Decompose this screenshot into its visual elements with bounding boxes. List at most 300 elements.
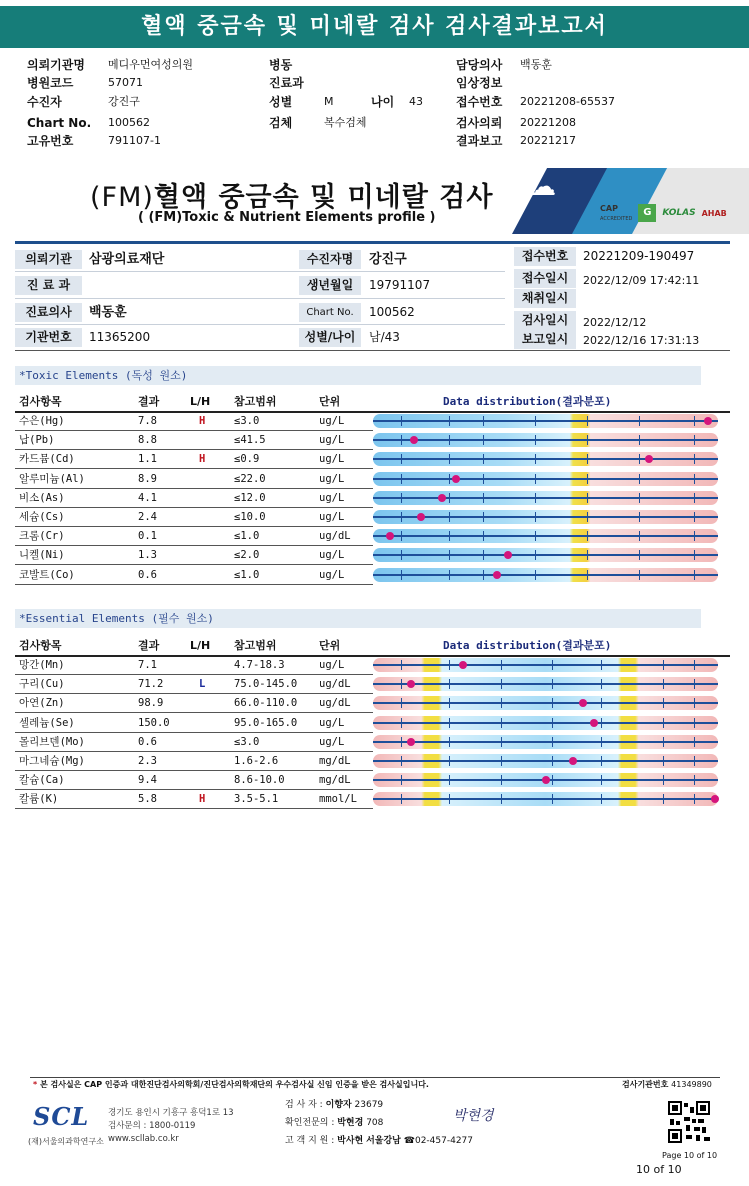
support-name: 박사현	[337, 1136, 364, 1146]
cloud-icon: ☁	[530, 172, 556, 202]
distribution-tick	[401, 737, 402, 747]
cell-lh: H	[199, 453, 206, 466]
header-label: 병원코드	[27, 76, 74, 90]
divider	[15, 241, 730, 244]
distribution-tick	[401, 679, 402, 689]
toxic-table-header	[15, 392, 730, 411]
cell-unit: ug/L	[319, 453, 345, 466]
cell-item: 납(Pb)	[19, 434, 55, 447]
cell-result: 8.8	[138, 434, 157, 447]
result-marker	[438, 494, 446, 502]
result-marker	[407, 738, 415, 746]
header-value: 복수검체	[324, 116, 367, 129]
info-label: 생년월일	[299, 276, 361, 295]
cell-unit: ug/L	[319, 735, 345, 748]
distribution-tick	[535, 474, 536, 484]
cell-unit: ug/dL	[319, 678, 351, 691]
cell-ref: ≤12.0	[234, 491, 266, 504]
lab-certification-icon: G	[638, 204, 656, 222]
result-marker	[410, 436, 418, 444]
header-label: 담당의사	[456, 58, 503, 72]
distribution-tick	[639, 531, 640, 541]
distribution-tick	[694, 493, 695, 503]
result-marker	[569, 757, 577, 765]
col-item: 검사항목	[19, 395, 62, 408]
distribution-tick	[639, 435, 640, 445]
distribution-tick	[663, 737, 664, 747]
distribution-bar	[373, 773, 718, 787]
col-unit: 단위	[319, 639, 341, 652]
cell-item: 아연(Zn)	[19, 697, 65, 710]
distribution-tick	[639, 570, 640, 580]
header-label: 의뢰기관명	[27, 58, 85, 72]
distribution-tick	[639, 416, 640, 426]
scl-logo: SCL	[33, 1102, 90, 1131]
cell-item: 칼륨(K)	[19, 793, 59, 806]
distribution-tick	[401, 794, 402, 804]
distribution-tick	[601, 737, 602, 747]
distribution-tick	[449, 718, 450, 728]
col-item: 검사항목	[19, 639, 62, 652]
distribution-axis	[373, 664, 718, 666]
distribution-tick	[552, 660, 553, 670]
age-label: 나이	[371, 95, 395, 109]
distribution-tick	[401, 660, 402, 670]
doctor-name: 백동훈	[89, 305, 127, 320]
distribution-tick	[449, 737, 450, 747]
cell-item: 카드뮴(Cd)	[19, 453, 75, 466]
header-label: 진료과	[269, 76, 304, 90]
distribution-axis	[373, 798, 718, 800]
header-label: 성별	[269, 95, 293, 109]
cell-unit: mg/dL	[319, 755, 351, 767]
distribution-tick	[535, 435, 536, 445]
header-label: 결과보고	[456, 134, 503, 148]
result-marker	[493, 571, 501, 579]
distribution-tick	[663, 794, 664, 804]
cell-ref: ≤2.0	[234, 549, 260, 562]
distribution-tick	[663, 775, 664, 785]
distribution-tick	[501, 794, 502, 804]
cell-lh: L	[199, 678, 206, 691]
distribution-tick	[552, 775, 553, 785]
col-result: 결과	[138, 395, 160, 408]
distribution-bar	[373, 792, 718, 806]
header-label: 고유번호	[27, 134, 74, 148]
distribution-bar	[373, 529, 718, 543]
distribution-tick	[601, 660, 602, 670]
info-label: 진 료 과	[15, 276, 82, 295]
cell-result: 0.6	[138, 568, 157, 581]
header-value: 20221208-65537	[520, 95, 615, 108]
cell-item: 코발트(Co)	[19, 568, 75, 581]
cell-unit: mg/dL	[319, 774, 351, 787]
distribution-bar	[373, 472, 718, 486]
cell-item: 구리(Cu)	[19, 678, 65, 691]
distribution-tick	[663, 756, 664, 766]
result-marker	[590, 719, 598, 727]
distribution-tick	[601, 679, 602, 689]
cell-ref: ≤3.0	[234, 415, 260, 427]
result-marker	[645, 455, 653, 463]
cell-item: 비소(As)	[19, 491, 65, 504]
distribution-bar	[373, 491, 718, 505]
cell-result: 0.1	[138, 530, 157, 543]
info-label: 수진자명	[299, 250, 361, 269]
cell-unit: mmol/L	[319, 793, 357, 806]
distribution-axis	[373, 458, 718, 460]
header-label: 검사의뢰	[456, 116, 503, 130]
distribution-tick	[535, 550, 536, 560]
cell-item: 망간(Mn)	[19, 659, 65, 671]
distribution-tick	[694, 570, 695, 580]
cell-result: 9.4	[138, 774, 157, 787]
distribution-tick	[483, 531, 484, 541]
distribution-axis	[373, 554, 718, 556]
sex-age: 남/43	[369, 330, 400, 344]
cell-ref: ≤1.0	[234, 530, 260, 543]
specialist-name: 박현경	[337, 1118, 364, 1128]
header-value: 메디우먼여성의원	[108, 58, 194, 71]
distribution-bar	[373, 696, 718, 710]
distribution-tick	[587, 512, 588, 522]
info-label: 의뢰기관	[15, 250, 82, 269]
col-ref: 참고범위	[234, 639, 277, 652]
distribution-bar	[373, 510, 718, 524]
distribution-axis	[373, 722, 718, 724]
distribution-tick	[449, 756, 450, 766]
distribution-tick	[401, 493, 402, 503]
info-label: Chart No.	[299, 303, 361, 322]
distribution-tick	[639, 454, 640, 464]
header-label: 수진자	[27, 95, 62, 109]
distribution-tick	[552, 679, 553, 689]
birth-date: 19791107	[369, 278, 431, 292]
distribution-axis	[373, 420, 718, 422]
distribution-bar	[373, 677, 718, 691]
receipt-datetime: 2022/12/09 17:42:11	[583, 274, 700, 287]
distribution-tick	[694, 794, 695, 804]
header-label: 접수번호	[456, 95, 503, 109]
cell-ref: ≤3.0	[234, 735, 260, 748]
distribution-tick	[501, 737, 502, 747]
distribution-tick	[601, 756, 602, 766]
distribution-tick	[535, 570, 536, 580]
cell-item: 니켈(Ni)	[19, 549, 65, 562]
cell-unit: ug/L	[319, 434, 345, 447]
cell-result: 1.3	[138, 549, 157, 562]
distribution-tick	[587, 454, 588, 464]
distribution-tick	[587, 416, 588, 426]
header-label: 병동	[269, 58, 293, 72]
distribution-tick	[501, 718, 502, 728]
distribution-axis	[373, 702, 718, 704]
distribution-tick	[552, 794, 553, 804]
essential-table-header	[15, 636, 730, 655]
distribution-tick	[449, 660, 450, 670]
distribution-tick	[401, 756, 402, 766]
cell-result: 71.2	[138, 678, 164, 691]
cell-item: 셀레늄(Se)	[19, 716, 75, 729]
cell-item: 마그네슘(Mg)	[19, 755, 85, 767]
qr-code	[668, 1101, 710, 1143]
cell-unit: ug/L	[319, 568, 345, 581]
distribution-tick	[552, 756, 553, 766]
distribution-tick	[601, 698, 602, 708]
cell-item: 몰리브덴(Mo)	[19, 735, 85, 748]
distribution-bar	[373, 433, 718, 447]
distribution-tick	[694, 474, 695, 484]
distribution-tick	[639, 474, 640, 484]
distribution-tick	[401, 718, 402, 728]
cell-ref: 3.5-5.1	[234, 793, 279, 806]
result-marker	[704, 417, 712, 425]
header-value: 20221208	[520, 116, 576, 129]
distribution-tick	[694, 660, 695, 670]
result-marker	[452, 475, 460, 483]
distribution-tick	[587, 550, 588, 560]
distribution-tick	[449, 775, 450, 785]
result-marker	[459, 661, 467, 669]
result-marker	[542, 776, 550, 784]
chart-number: 100562	[369, 305, 415, 319]
report-subtitle: ( (FM)Toxic & Nutrient Elements profile )	[138, 210, 436, 225]
cell-unit: ug/L	[319, 511, 345, 523]
result-marker	[579, 699, 587, 707]
distribution-tick	[483, 570, 484, 580]
distribution-tick	[535, 512, 536, 522]
cell-result: 4.1	[138, 491, 157, 504]
institution-number: 11365200	[89, 330, 151, 344]
distribution-tick	[587, 474, 588, 484]
distribution-tick	[449, 698, 450, 708]
distribution-tick	[663, 718, 664, 728]
distribution-bar	[373, 658, 718, 672]
page-number: 10 of 10	[636, 1163, 682, 1176]
info-label: 보고일시	[514, 330, 576, 349]
distribution-tick	[694, 679, 695, 689]
ahab-logo: AHAB	[701, 208, 727, 218]
cell-ref: ≤22.0	[234, 472, 266, 485]
cell-ref: ≤0.9	[234, 453, 260, 466]
cell-unit: ug/L	[319, 659, 345, 671]
signature: 박현경	[453, 1108, 494, 1124]
cell-unit: ug/L	[319, 415, 345, 427]
website-link[interactable]: www.scllab.co.kr	[108, 1134, 179, 1144]
certification-logos	[600, 202, 740, 224]
header-value: 강진구	[108, 95, 140, 108]
distribution-tick	[449, 474, 450, 484]
distribution-tick	[694, 531, 695, 541]
cell-unit: ug/L	[319, 472, 345, 485]
exam-date: 2022/12/12	[583, 316, 647, 329]
accreditation-note: * 본 검사실은 CAP 인증과 대한진단검사의학회/진단검사의학재단의 우수검사실 신임 인증을 받은 검사실입니다.	[33, 1080, 429, 1089]
distribution-tick	[694, 435, 695, 445]
result-marker	[417, 513, 425, 521]
distribution-bar	[373, 452, 718, 466]
result-marker	[711, 795, 719, 803]
distribution-tick	[449, 512, 450, 522]
scl-contact	[108, 1107, 234, 1146]
info-label: 성별/나이	[299, 328, 361, 347]
kolas-logo: KOLAS	[662, 208, 696, 218]
cell-item: 수은(Hg)	[19, 415, 65, 427]
distribution-tick	[694, 512, 695, 522]
result-marker	[386, 532, 394, 540]
cell-ref: ≤41.5	[234, 434, 266, 447]
distribution-tick	[449, 570, 450, 580]
distribution-tick	[535, 416, 536, 426]
distribution-bar	[373, 414, 718, 428]
distribution-tick	[401, 435, 402, 445]
distribution-tick	[483, 416, 484, 426]
distribution-tick	[483, 435, 484, 445]
distribution-tick	[694, 550, 695, 560]
header-value: 791107-1	[108, 134, 161, 147]
distribution-tick	[401, 531, 402, 541]
cell-ref: 66.0-110.0	[234, 697, 298, 710]
distribution-tick	[401, 775, 402, 785]
cell-lh: H	[199, 415, 206, 427]
cell-result: 98.9	[138, 697, 164, 710]
distribution-tick	[601, 718, 602, 728]
col-lh: L/H	[190, 639, 211, 652]
col-result: 결과	[138, 639, 160, 652]
header-value: M	[324, 95, 334, 108]
cell-ref: 4.7-18.3	[234, 659, 285, 671]
cell-item: 크롬(Cr)	[19, 530, 65, 543]
distribution-tick	[694, 416, 695, 426]
distribution-tick	[501, 698, 502, 708]
essential-section-title: *Essential Elements (필수 원소)	[15, 609, 701, 628]
hospital-name: 삼광의료재단	[89, 252, 165, 267]
cell-ref: ≤10.0	[234, 511, 266, 523]
cell-result: 2.3	[138, 755, 157, 767]
info-label: 채취일시	[514, 289, 576, 308]
distribution-axis	[373, 497, 718, 499]
header-value: 100562	[108, 116, 150, 129]
info-label: 검사일시	[514, 311, 576, 330]
lab-code: 검사기관번호 41349890	[622, 1080, 712, 1089]
distribution-tick	[601, 794, 602, 804]
distribution-axis	[373, 439, 718, 441]
cell-result: 2.4	[138, 511, 157, 523]
distribution-tick	[401, 474, 402, 484]
distribution-tick	[449, 531, 450, 541]
distribution-tick	[449, 493, 450, 503]
row-divider	[15, 584, 373, 585]
cell-result: 7.8	[138, 415, 157, 427]
distribution-tick	[552, 698, 553, 708]
cell-unit: ug/L	[319, 491, 345, 504]
distribution-tick	[483, 474, 484, 484]
distribution-tick	[587, 493, 588, 503]
distribution-tick	[694, 454, 695, 464]
cell-unit: ug/L	[319, 716, 345, 729]
distribution-tick	[663, 679, 664, 689]
distribution-tick	[401, 698, 402, 708]
info-label: 접수번호	[514, 247, 576, 266]
distribution-bar	[373, 716, 718, 730]
cell-result: 0.6	[138, 735, 157, 748]
distribution-tick	[587, 435, 588, 445]
distribution-bar	[373, 548, 718, 562]
patient-name: 강진구	[369, 252, 407, 267]
distribution-axis	[373, 478, 718, 480]
distribution-tick	[694, 737, 695, 747]
distribution-tick	[535, 454, 536, 464]
distribution-tick	[401, 512, 402, 522]
report-title-prefix: (FM)	[90, 182, 154, 213]
inquiry-phone: 검사문의 : 1800-0119	[108, 1121, 196, 1131]
distribution-tick	[639, 493, 640, 503]
distribution-axis	[373, 683, 718, 685]
distribution-bar	[373, 568, 718, 582]
result-marker	[504, 551, 512, 559]
cell-unit: ug/dL	[319, 530, 351, 543]
distribution-tick	[449, 435, 450, 445]
distribution-tick	[449, 550, 450, 560]
cell-result: 150.0	[138, 716, 170, 729]
cell-ref: 8.6-10.0	[234, 774, 285, 787]
cell-result: 1.1	[138, 453, 157, 466]
distribution-tick	[639, 512, 640, 522]
distribution-tick	[639, 550, 640, 560]
distribution-tick	[694, 718, 695, 728]
distribution-tick	[401, 550, 402, 560]
distribution-tick	[501, 775, 502, 785]
cell-result: 8.9	[138, 472, 157, 485]
cell-item: 세슘(Cs)	[19, 511, 65, 523]
address: 경기도 용인시 기흥구 흥덕1로 13	[108, 1108, 234, 1118]
distribution-tick	[449, 416, 450, 426]
cell-ref: ≤1.0	[234, 568, 260, 581]
distribution-bar	[373, 735, 718, 749]
distribution-axis	[373, 741, 718, 743]
phone-icon: ☎	[403, 1136, 415, 1146]
cell-ref: 75.0-145.0	[234, 678, 298, 691]
cell-lh: H	[199, 793, 206, 806]
distribution-tick	[483, 454, 484, 464]
distribution-axis	[373, 760, 718, 762]
distribution-tick	[552, 718, 553, 728]
header-label: 임상정보	[456, 76, 503, 90]
distribution-tick	[483, 512, 484, 522]
cell-result: 5.8	[138, 793, 157, 806]
info-label: 기관번호	[15, 328, 82, 347]
divider	[30, 1077, 720, 1078]
header-label: Chart No.	[27, 116, 92, 130]
cell-item: 알루미늄(Al)	[19, 472, 85, 485]
cell-ref: 95.0-165.0	[234, 716, 298, 729]
distribution-tick	[601, 775, 602, 785]
distribution-tick	[401, 570, 402, 580]
col-ref: 참고범위	[234, 395, 277, 408]
distribution-tick	[587, 570, 588, 580]
distribution-tick	[449, 454, 450, 464]
report-title-main: 혈액 중금속 및 미네랄 검사	[153, 182, 494, 213]
distribution-tick	[535, 493, 536, 503]
distribution-tick	[501, 679, 502, 689]
distribution-axis	[373, 535, 718, 537]
toxic-section-title: *Toxic Elements (독성 원소)	[15, 366, 701, 385]
report-datetime: 2022/12/16 17:31:13	[583, 334, 700, 347]
header-value: 20221217	[520, 134, 576, 147]
cell-unit: ug/dL	[319, 697, 351, 710]
result-marker	[407, 680, 415, 688]
col-distribution: Data distribution(결과분포)	[443, 639, 612, 652]
distribution-tick	[694, 756, 695, 766]
